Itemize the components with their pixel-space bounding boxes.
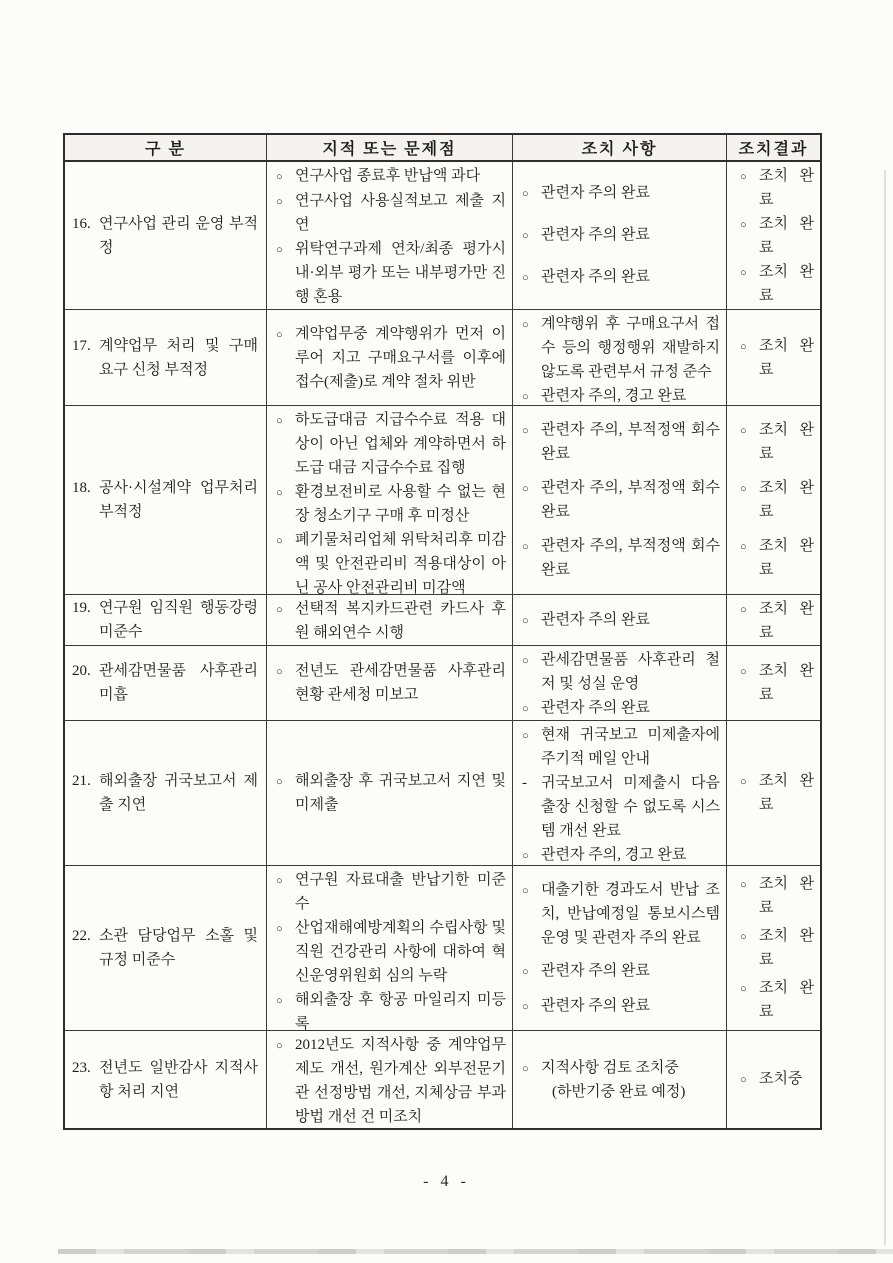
item-bullet: ○ [276,776,283,788]
issue-item [276,189,506,237]
result-item [740,872,814,920]
category-text: 전년도 일반감사 지적사항 처리 지연 [99,1059,258,1100]
item-body [541,771,720,843]
item-body [295,868,506,916]
item-text: 관련자 주의, 부적정액 회수완료 [541,422,720,462]
issues-cell [267,310,513,405]
column-header: 조치결과 [738,141,809,158]
item-body [295,597,506,645]
action-item [522,648,720,696]
item-text: 폐기물처리업체 위탁처리후 미감액 및 안전관리비 적용대상이 아닌 공사 안전관리비 미감액 [295,532,506,594]
action-item [522,265,720,290]
item-text: 조치 완료 [759,216,814,256]
issue-item [276,916,506,988]
item-body [295,237,506,309]
item-body [759,334,814,382]
item-subtext: (하반기중 완료 예정) [552,1083,686,1100]
column-header: 구 분 [65,135,267,160]
item-bullet: ○ [740,666,747,678]
issues-cell [267,162,513,309]
item-body [759,769,814,817]
category-cell [65,1031,267,1128]
item-bullet: ○ [740,171,747,183]
action-item [522,476,720,524]
action-item [522,1056,720,1104]
item-text: 조치 완료 [759,928,814,968]
item-bullet: ○ [740,541,747,553]
category-number: 17. [72,337,91,354]
category-text: 관세감면물품 사후관리 미흡 [99,663,258,703]
issue-item [276,480,506,528]
category-number: 16. [72,215,91,232]
category [72,334,260,382]
item-bullet: ○ [276,415,283,427]
item-body [759,1067,814,1092]
results-cell results-col [727,721,820,865]
action-item [522,534,720,582]
item-body [541,994,720,1019]
item-body [759,597,814,645]
item-bullet: ○ [522,730,529,742]
item-bullet: ○ [276,604,283,616]
results-cell results-col [727,406,820,594]
item-body [759,260,814,308]
item-body [541,723,720,771]
item-text: 관련자 주의 완료 [541,227,650,243]
column-header: 조치 사항 [513,135,727,160]
table-header-row [65,135,820,162]
item-bullet: ○ [740,219,747,231]
item-body [541,959,720,984]
category [72,1056,260,1104]
item-text: 조치 완료 [759,480,814,520]
scan-artifact-bottom-edge [58,1249,893,1254]
item-body [759,212,814,260]
issues-cell [267,721,513,865]
item-bullet: ○ [276,875,283,887]
item-text: 해외출장 후 귀국보고서 지연 및 미제출 [295,773,506,813]
action-item [522,418,720,466]
actions-cell [513,310,727,405]
category [72,476,260,524]
actions-cell [513,866,727,1030]
item-body [295,528,506,594]
issue-item [276,988,506,1030]
item-text: 관련자 주의 완료 [541,700,650,716]
item-text: 산업재해예방계획의 수립사항 및 직원 건강관리 사항에 대하여 혁신운영위원회 심의 누락 [295,920,506,984]
item-bullet: ○ [740,425,747,437]
page-number: - 4 - [423,1173,470,1190]
category-cell [65,310,267,405]
item-bullet: ○ [522,541,529,553]
item-bullet: ○ [522,966,529,978]
item-text: 관련자 주의, 경고 완료 [541,388,687,404]
issue-item [276,237,506,309]
item-body [759,164,814,212]
item-text: 위탁연구과제 연차/최종 평가시 내·외부 평가 또는 내부평가만 진행 혼용 [295,241,506,305]
issue-item [276,528,506,594]
item-bullet: ○ [276,535,283,547]
issue-item [276,1033,506,1128]
result-item [740,924,814,972]
results-cell results-col [727,1031,820,1128]
item-bullet: ○ [522,1000,529,1013]
item-body [541,534,720,582]
item-text: 환경보전비로 사용할 수 없는 현장 청소기구 구매 후 미정산 [295,484,506,524]
actions-cell [513,721,727,865]
item-body [541,265,720,290]
actions-cell [513,162,727,309]
category-number: 21. [72,773,91,789]
item-body [541,223,720,248]
item-bullet: ○ [740,340,747,353]
item-bullet: ○ [276,995,283,1007]
item-body [295,988,506,1030]
item-text: 조치 완료 [759,601,814,641]
item-bullet: ○ [522,703,529,715]
item-bullet: ○ [276,1040,283,1052]
scan-artifact-right-edge [884,170,886,1245]
item-bullet: ○ [740,1074,747,1086]
table-row [65,646,820,721]
action-item [522,696,720,720]
category-number: 20. [72,663,91,679]
result-item [740,976,814,1024]
item-body [295,322,506,394]
category [72,212,260,260]
category-cell [65,646,267,720]
column-header: 지적 또는 문제점 [267,135,513,160]
result-item [740,334,814,382]
result-item [740,164,814,212]
item-body [295,189,506,237]
item-bullet: ○ [522,655,529,667]
results-cell results-col [727,595,820,645]
issues-cell [267,1031,513,1128]
item-body [295,659,506,707]
table-row [65,595,820,646]
category-text: 소관 담당업무 소홀 및 규정 미준수 [99,928,258,968]
table-row [65,866,820,1031]
item-bullet: ○ [276,487,283,499]
item-text: 조치중 [759,1071,803,1087]
item-bullet: ○ [276,666,283,678]
item-body [541,696,720,720]
category [72,769,260,817]
item-body [295,480,506,528]
results-cell results-col [727,162,820,309]
category-cell [65,595,267,645]
item-bullet: ○ [522,483,529,495]
item-bullet: ○ [276,171,283,183]
action-item [522,994,720,1019]
action-item [522,843,720,865]
table-row [65,1031,820,1128]
item-text: 조치 완료 [759,773,814,813]
item-body [295,769,506,817]
category-cell [65,866,267,1030]
result-item [740,769,814,817]
item-text: 조치 완료 [759,980,814,1020]
category-text: 연구사업 관리 운영 부적정 [99,215,258,256]
item-bullet: ○ [740,267,747,279]
item-text: 연구원 자료대출 반납기한 미준수 [295,872,506,912]
category-number: 23. [72,1059,91,1076]
issue-item [276,659,506,707]
result-item [740,260,814,308]
results-cell results-col [727,310,820,405]
item-bullet: ○ [276,923,283,935]
item-body [541,843,720,865]
item-text: 조치 완료 [759,663,814,703]
item-text: 조치 완료 [759,538,814,578]
item-text: 조치 완료 [759,422,814,462]
audit-findings-table [63,133,822,1130]
category-number: 22. [72,928,91,944]
item-text: 조치 완료 [759,337,814,378]
item-bullet: ○ [522,391,529,403]
actions-cell [513,1031,727,1128]
item-body [541,878,720,950]
results-cell results-col [727,646,820,720]
category-text: 계약업무 처리 및 구매 요구 신청 부적정 [99,337,258,378]
item-text: 관세감면물품 사후관리 철저 및 성실 운영 [541,652,720,692]
item-text: 현재 귀국보고 미제출자에 주기적 메일 안내 [541,727,720,767]
category-cell [65,406,267,594]
issue-item [276,868,506,916]
issue-item [276,408,506,480]
item-bullet: ○ [276,328,283,341]
item-text: 관련자 주의 완료 [541,963,650,979]
table-row [65,406,820,595]
item-body [759,976,814,1024]
item-text: 관련자 주의 완료 [541,269,650,285]
category-cell [65,162,267,309]
item-text: 해외출장 후 항공 마일리지 미등록 [295,992,506,1030]
item-body [759,418,814,466]
item-body [759,872,814,920]
item-text: 계약행위 후 구매요구서 접수 등의 행정행위 재발하지 않도록 관련부서 규정 준수 [541,316,720,380]
item-bullet: ○ [740,983,747,995]
item-bullet: ○ [740,483,747,495]
item-bullet: ○ [740,931,747,943]
item-text: 계약업무중 계약행위가 먼저 이루어 지고 구매요구서를 이후에 접수(제출)로 계약 절차 위반 [295,325,506,390]
item-text: 지적사항 검토 조치중 [541,1059,679,1076]
item-bullet: ○ [276,196,283,208]
action-item [522,608,720,633]
issue-item [276,322,506,394]
item-bullet: ○ [522,188,529,200]
actions-cell [513,646,727,720]
item-body [541,418,720,466]
item-bullet: ○ [522,614,529,627]
result-item [740,476,814,524]
item-text: 2012년도 지적사항 중 계약업무 제도 개선, 원가계산 외부전문기관 선정방법 개선, 지체상금 부과 방법 개선 건 미조치 [295,1037,506,1125]
table-row [65,310,820,406]
item-bullet: ○ [522,230,529,242]
item-body [759,924,814,972]
item-body [295,408,506,480]
table-row [65,162,820,310]
action-item [522,384,720,405]
issues-cell [267,646,513,720]
item-body [759,476,814,524]
item-text: 대출기한 경과도서 반납 조치, 반납예정일 통보시스템 운영 및 관련자 주의 완료 [541,881,720,946]
item-text: 조치 완료 [759,168,814,208]
category-text: 공사·시설계약 업무처리 부적정 [99,480,258,520]
item-text: 관련자 주의, 부적정액 회수완료 [541,480,720,520]
item-bullet: ○ [740,879,747,891]
item-text: 연구사업 종료후 반납액 과다 [295,168,481,184]
action-item [522,181,720,206]
item-body [541,181,720,206]
item-bullet: ○ [740,776,747,788]
action-item [522,223,720,248]
item-text: 조치 완료 [759,264,814,304]
item-text: 관련자 주의 완료 [541,185,650,201]
item-bullet: ○ [522,850,529,862]
item-bullet: ○ [522,425,529,437]
category-cell [65,721,267,865]
issue-item [276,769,506,817]
item-body [295,916,506,988]
item-body [541,476,720,524]
action-item [522,771,720,843]
item-text: 관련자 주의 완료 [541,611,650,628]
category [72,596,260,644]
item-text: 전년도 관세감면물품 사후관리 현황 관세청 미보고 [295,663,506,703]
item-bullet: ○ [522,1062,529,1075]
category-number: 18. [72,480,91,496]
item-text: 선택적 복지카드관련 카드사 후원 해외연수 시행 [295,601,506,641]
category [72,659,260,707]
item-text: 관련자 주의, 부적정액 회수완료 [541,538,720,578]
item-bullet: - [522,775,527,791]
issues-cell [267,406,513,594]
issues-cell [267,595,513,645]
item-bullet: ○ [522,319,529,331]
item-text: 조치 완료 [759,876,814,916]
result-item [740,534,814,582]
item-text: 관련자 주의, 경고 완료 [541,847,687,863]
item-body [759,534,814,582]
actions-cell [513,406,727,594]
issue-item [276,164,506,189]
item-body [759,659,814,707]
item-text: 연구사업 사용실적보고 제출 지연 [295,193,506,233]
item-text: 관련자 주의 완료 [541,997,650,1014]
issue-item [276,597,506,645]
item-text: 하도급대금 지급수수료 적용 대상이 아닌 업체와 계약하면서 하도급 대금 지급수수료 집행 [295,412,506,476]
table-row [65,721,820,866]
item-bullet: ○ [522,272,529,284]
action-item [522,959,720,984]
item-body [541,312,720,384]
item-bullet: ○ [276,244,283,256]
result-item [740,212,814,260]
item-body [541,1056,720,1104]
action-item [522,312,720,384]
item-body [541,648,720,696]
item-bullet: ○ [522,884,529,897]
item-bullet: ○ [740,604,747,616]
result-item [740,1067,814,1092]
result-item [740,659,814,707]
category-text: 연구원 임직원 행동강령 미준수 [99,600,258,640]
category-text: 해외출장 귀국보고서 제출 지연 [99,773,258,813]
actions-cell [513,595,727,645]
item-body [295,164,506,189]
category-number: 19. [72,600,91,616]
item-text: 귀국보고서 미제출시 다음 출장 신청할 수 없도록 시스템 개선 완료 [541,775,720,839]
category [72,924,260,972]
action-item [522,878,720,950]
item-body [541,384,720,405]
item-body [541,608,720,633]
result-item [740,418,814,466]
result-item [740,597,814,645]
results-cell results-col [727,866,820,1030]
item-body [295,1033,506,1128]
action-item [522,723,720,771]
issues-cell [267,866,513,1030]
